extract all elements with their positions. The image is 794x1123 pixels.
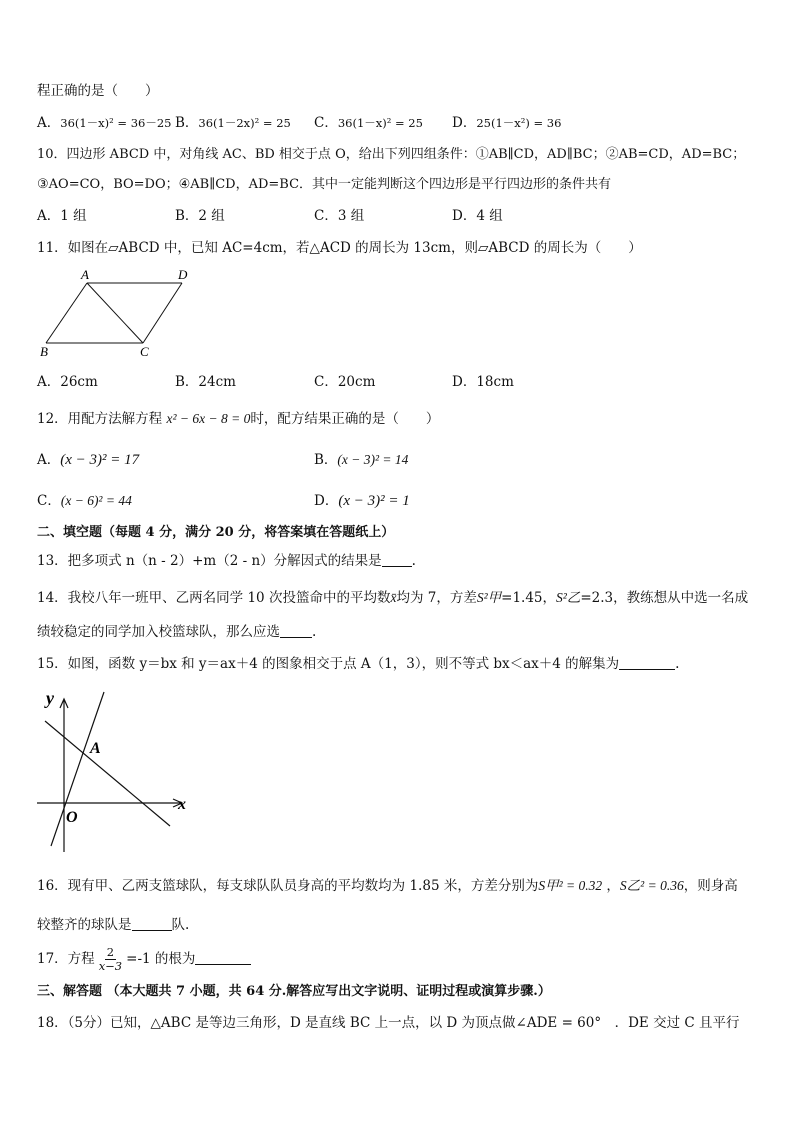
q9-option-a: A．36(1－x)² = 36－25 — [37, 115, 172, 131]
q14-stem-line2: 绩较稳定的同学加入校篮球队，那么应选 . — [37, 624, 317, 640]
q10-stem-line2: ③AO=CO，BO=DO；④AB∥CD，AD=BC．其中一定能判断这个四边形是平行四边形的条件共有 — [37, 177, 612, 192]
q12-option-a: A．(x − 3)² = 17 — [37, 452, 140, 468]
q11-option-b: B．24cm — [175, 374, 236, 390]
label-a: A — [90, 740, 101, 757]
q13-stem: 13．把多项式 n（n - 2）+m（2 - n）分解因式的结果是 . — [37, 553, 416, 569]
q11-stem: 11．如图在▱ABCD 中，已知 AC=4cm，若△ACD 的周长为 13cm，则▱ABCD 的周长为（ ） — [37, 240, 642, 256]
q15-answer-blank[interactable] — [619, 655, 675, 670]
q13-answer-blank[interactable] — [382, 552, 412, 567]
label-o: O — [66, 809, 78, 826]
label-y: y — [46, 688, 54, 708]
section3-heading: 三、解答题 （本大题共 7 小题，共 64 分.解答应写出文字说明、证明过程或演算步骤.） — [37, 984, 551, 999]
q10-option-d: D．4 组 — [452, 208, 503, 224]
side-ab — [46, 283, 87, 343]
fraction: $\frac{2}{x-3}$ — [98, 945, 123, 973]
q18-stem: 18．（5分）已知，△ABC 是等边三角形，D 是直线 BC 上一点，以 D 为顶点做∠ADE = 60° ．DE 交过 C 且平行 — [37, 1015, 740, 1031]
q11-option-d: D．18cm — [452, 374, 514, 390]
q10-stem-line1: 10．四边形 ABCD 中，对角线 AC、BD 相交于点 O，给出下列四组条件：①AB∥CD，AD∥BC；②AB=CD，AD=BC； — [37, 147, 746, 162]
q12-option-c: C．(x − 6)² = 44 — [37, 493, 132, 509]
q16-stem-line2: 较整齐的球队是 队. — [37, 917, 190, 933]
q14-stem-line1: 14．我校八年一班甲、乙两名同学 10 次投篮命中的平均数x̄均为 7，方差S²甲=1.45，S²乙=2.3，教练想从中选一名成 — [37, 590, 749, 606]
q17-stem: 17．方程 $\frac{2}{x-3}$ =-1 的根为 — [37, 944, 251, 974]
label-b: B — [40, 344, 48, 359]
q10-option-a: A．1 组 — [37, 208, 87, 224]
label-a: A — [81, 267, 89, 282]
q12-equation: x² − 6x − 8 = 0 — [166, 411, 251, 426]
section2-heading: 二、填空题（每题 4 分，满分 20 分，将答案填在答题纸上） — [37, 525, 395, 540]
label-c: C — [140, 344, 149, 359]
q9-option-c: C．36(1－x)² = 25 — [314, 115, 423, 131]
mean-symbol: x̄ — [390, 590, 397, 605]
diagonal-ac — [87, 283, 143, 343]
q10-option-b: B．2 组 — [175, 208, 225, 224]
q17-answer-blank[interactable] — [195, 950, 251, 965]
side-dc — [143, 283, 182, 343]
parallelogram-figure — [36, 266, 206, 360]
q9-option-b: B．36(1－2x)² = 25 — [175, 115, 291, 131]
variance-yi: S²乙 — [556, 590, 581, 605]
q9-option-d: D．25(1－x²) = 36 — [452, 115, 562, 131]
label-x: x — [178, 796, 186, 813]
q15-stem: 15．如图，函数 y＝bx 和 y＝ax＋4 的图象相交于点 A（1，3），则不等式 bx＜ax＋4 的解集为 . — [37, 656, 680, 672]
q14-answer-blank[interactable] — [280, 623, 312, 638]
function-graph-figure — [32, 686, 197, 854]
q16-answer-blank[interactable] — [132, 916, 172, 931]
q12-option-d: D．(x − 3)² = 1 — [314, 493, 410, 509]
q10-option-c: C．3 组 — [314, 208, 365, 224]
variance-jia: S²甲 — [476, 590, 502, 605]
q9-stem-tail: 程正确的是（ ） — [37, 83, 159, 99]
q12-stem: 12．用配方法解方程 x² − 6x − 8 = 0时，配方结果正确的是（ ） — [37, 411, 440, 427]
q16-stem-line1: 16．现有甲、乙两支篮球队，每支球队队员身高的平均数均为 1.85 米，方差分别为S甲² = 0.32 ，S乙² = 0.36，则身高 — [37, 878, 738, 894]
q11-option-c: C．20cm — [314, 374, 376, 390]
q11-option-a: A．26cm — [37, 374, 98, 390]
variance-jia: S甲² = 0.32 — [538, 878, 603, 893]
label-d: D — [178, 267, 188, 282]
q12-option-b: B．(x − 3)² = 14 — [314, 452, 409, 468]
variance-yi: S乙² = 0.36 — [619, 878, 684, 893]
